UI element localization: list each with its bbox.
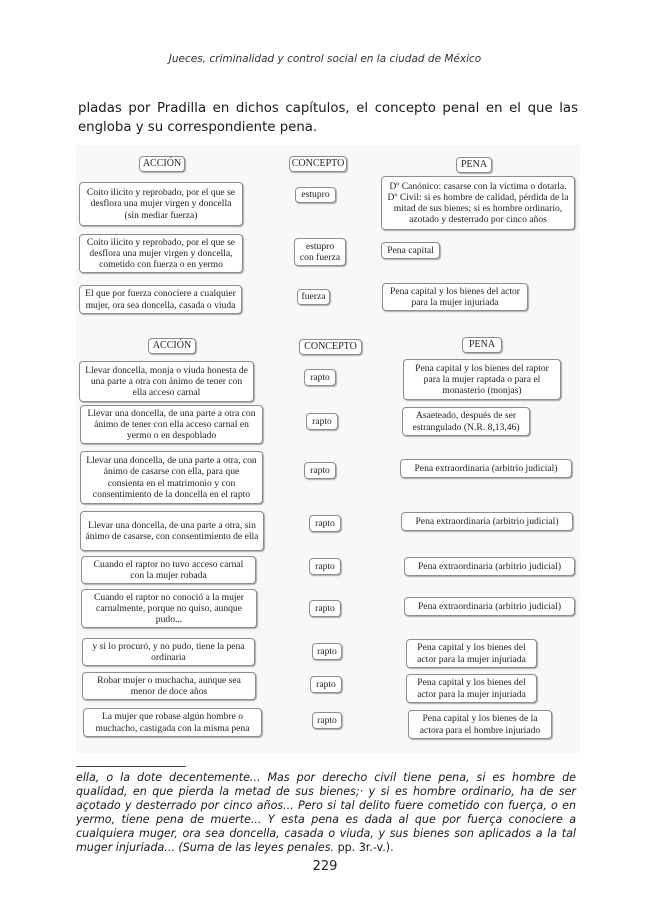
table2-row1-pena: Pena capital y los bienes del raptor para la mujer raptada o para el monasterio (monjas) xyxy=(403,359,561,400)
footnote-source-title: Suma de las leyes penales. xyxy=(182,840,335,854)
table2-header-pena: PENA xyxy=(462,337,502,353)
table1-row2-concepto: estupro con fuerza xyxy=(294,238,346,266)
table1-header-pena: PENA xyxy=(456,157,492,173)
table1-row1-pena: Dº Canónico: casarse con la víctima o dotarla. Dº Civil: si es hombre de calidad, pérdida de la mitad de sus bienes; si es hombre ordinario, azotado y desterrado por cinco años xyxy=(381,176,575,230)
footnote-rule xyxy=(76,766,186,767)
footnote-text: ella, o la dote decentemente... Mas por derecho civil tiene pena, si es hombre de qualidad, en que pierda la metad de sus bienes;· y si es hombre ordinario, ha de ser açotado y desterrado por cinco años... Pero si tal delito fuere cometido con fuerça, o en yermo, tiene pena de muerte... Y esta pena es dada al que por fuerça conociere a cualquiera muger, ora sea doncella, casada o viuda, y sus bienes son aplicados a la tal muger injuriada... ( xyxy=(76,771,576,854)
table2-row9-pena: Pena capital y los bienes de la actora para el hombre injuriado xyxy=(408,710,552,739)
table1-row3-pena: Pena capital y los bienes del actor para la mujer injuriada xyxy=(382,283,528,311)
running-head: Jueces, criminalidad y control social en la ciudad de México xyxy=(168,53,482,65)
table2-row6-pena: Pena extraordinaria (arbitrio judicial) xyxy=(404,597,575,616)
table2-row2-accion: Llevar una doncella, de una parte a otra con ánimo de tener con ella acceso carnal en yermo o en despoblado xyxy=(80,405,263,444)
table1-row2-accion: Coito ilícito y reprobado, por el que se desflora una mujer virgen y doncella, cometido con fuerza o en yermo xyxy=(79,234,243,273)
table2-row2-concepto: rapto xyxy=(306,413,338,430)
table1-row3-concepto: fuerza xyxy=(297,289,330,305)
table2-row4-pena: Pena extraordinaria (arbitrio judicial) xyxy=(401,512,573,531)
table2-row9-concepto: rapto xyxy=(312,712,342,729)
table2-row1-accion: Llevar doncella, monja o viuda honesta de una parte a otra con ánimo de tener con ella acceso carnal xyxy=(79,361,254,402)
table1-header-accion: ACCIÓN xyxy=(139,156,185,172)
table1-row1-concepto: estupro xyxy=(295,187,336,203)
footnote-source-pages: pp. 3r.-v.). xyxy=(334,840,394,854)
table2-row8-concepto: rapto xyxy=(310,676,342,693)
table2-row1-concepto: rapto xyxy=(304,369,336,386)
table1-row3-accion: El que por fuerza conociere a cualquier mujer, ora sea doncella, casada o viuda xyxy=(79,285,242,314)
footnote xyxy=(76,771,576,854)
table2-row5-pena: Pena extraordinaria (arbitrio judicial) xyxy=(404,557,575,576)
table1-row1-accion: Coito ilícito y reprobado, por el que se desflora una mujer virgen y doncella (sin mediar fuerza) xyxy=(79,182,243,226)
table2-row8-pena: Pena capital y los bienes del actor para la mujer injuriada xyxy=(406,674,537,703)
penal-concepts-diagram xyxy=(76,145,580,753)
table2-row7-accion: y si lo procuró, y no pudo, tiene la pena ordinaria xyxy=(82,638,255,666)
table2-row4-concepto: rapto xyxy=(309,515,341,532)
table2-row5-accion: Cuando el raptor no tuvo acceso carnal con la mujer robada xyxy=(81,556,256,584)
table2-row4-accion: Llevar una doncella, de una parte a otra, sin ánimo de casarse, con consentimiento de ella xyxy=(80,511,264,551)
table2-row7-concepto: rapto xyxy=(312,643,342,660)
table1-header-concepto: CONCEPTO xyxy=(289,156,347,172)
table2-row8-accion: Robar mujer o muchacha, aunque sea menor de doce años xyxy=(82,672,256,700)
table2-row6-accion: Cuando el raptor no conoció a la mujer carnalmente, porque no quiso, aunque pudo... xyxy=(81,589,257,628)
table2-header-concepto: CONCEPTO xyxy=(299,339,362,355)
table2-row3-accion: Llevar una doncella, de una parte a otra, con ánimo de casarse con ella, para que consienta en el matrimonio y con consentimiento de la doncella en el rapto xyxy=(80,451,263,504)
table2-row3-pena: Pena extraordinaria (arbitrio judicial) xyxy=(400,459,572,478)
table2-row6-concepto: rapto xyxy=(309,600,341,617)
page-number: 229 xyxy=(312,859,338,874)
table2-row3-concepto: rapto xyxy=(304,462,336,479)
table2-row9-accion: La mujer que robase algún hombre o muchacho, castigada con la misma pena xyxy=(83,708,262,737)
table2-header-accion: ACCIÓN xyxy=(148,338,196,354)
table2-row2-pena: Asaeteado, después de ser estrangulado (N.R. 8,13,46) xyxy=(402,407,530,436)
intro-paragraph: pladas por Pradilla en dichos capítulos, el concepto penal en el que las engloba y su correspondiente pena. xyxy=(78,101,578,135)
table1-row2-pena: Pena capital xyxy=(381,242,440,259)
table2-row7-pena: Pena capital y los bienes del actor para la mujer injuriada xyxy=(406,639,537,668)
table2-row5-concepto: rapto xyxy=(309,558,341,575)
